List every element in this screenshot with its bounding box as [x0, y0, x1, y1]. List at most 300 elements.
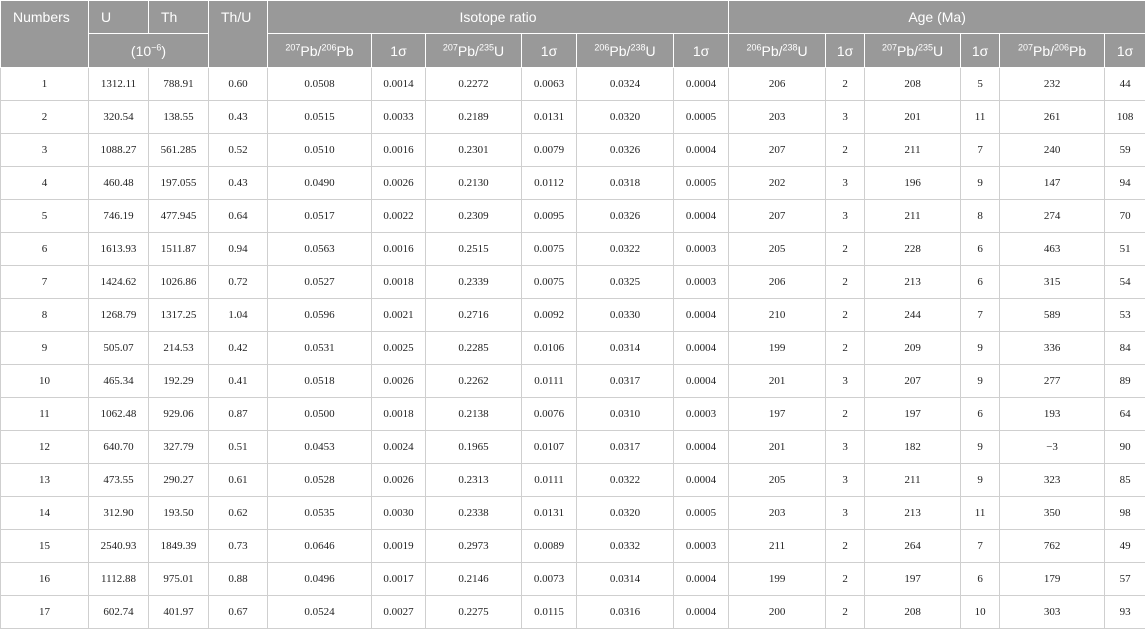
header-numbers: Numbers [1, 1, 89, 68]
table-cell: 192.29 [149, 365, 209, 398]
table-cell: 197.055 [149, 167, 209, 200]
table-cell: 17 [1, 596, 89, 629]
table-cell: 0.2301 [426, 134, 522, 167]
table-cell: 9 [961, 464, 1000, 497]
table-row [1, 530, 1145, 563]
table-cell: 10 [1, 365, 89, 398]
table-cell: 0.0004 [674, 464, 729, 497]
table-cell: 0.0528 [268, 464, 372, 497]
table-cell: 0.0326 [577, 200, 674, 233]
header-sigma: 1σ [372, 34, 426, 68]
table-cell: 54 [1105, 266, 1145, 299]
table-cell: 0.0016 [372, 233, 426, 266]
table-cell: −3 [1000, 431, 1105, 464]
table-cell: 0.52 [209, 134, 268, 167]
table-cell: 0.0024 [372, 431, 426, 464]
table-cell: 0.0027 [372, 596, 426, 629]
table-cell: 6 [961, 398, 1000, 431]
table-cell: 0.60 [209, 68, 268, 101]
table-row [1, 464, 1145, 497]
table-cell: 203 [729, 497, 826, 530]
table-cell: 0.0324 [577, 68, 674, 101]
table-cell: 0.0111 [522, 365, 577, 398]
table-cell: 261 [1000, 101, 1105, 134]
table-cell: 206 [729, 266, 826, 299]
table-cell: 2 [826, 134, 865, 167]
table-cell: 350 [1000, 497, 1105, 530]
table-cell: 201 [729, 365, 826, 398]
table-row [1, 167, 1145, 200]
table-cell: 0.0111 [522, 464, 577, 497]
table-cell: 0.42 [209, 332, 268, 365]
table-cell: 0.0095 [522, 200, 577, 233]
table-cell: 0.0075 [522, 266, 577, 299]
table-cell: 0.0453 [268, 431, 372, 464]
table-cell: 1312.11 [89, 68, 149, 101]
table-cell: 463 [1000, 233, 1105, 266]
table-cell: 0.0115 [522, 596, 577, 629]
table-cell: 0.43 [209, 101, 268, 134]
table-cell: 1112.88 [89, 563, 149, 596]
table-cell: 213 [865, 497, 961, 530]
table-cell: 11 [1, 398, 89, 431]
table-cell: 3 [826, 101, 865, 134]
table-cell: 0.2338 [426, 497, 522, 530]
table-cell: 6 [1, 233, 89, 266]
table-cell: 1.04 [209, 299, 268, 332]
table-cell: 70 [1105, 200, 1145, 233]
table-cell: 0.0515 [268, 101, 372, 134]
table-cell: 7 [1, 266, 89, 299]
table-cell: 0.0033 [372, 101, 426, 134]
header-age: Age (Ma) [729, 1, 1145, 34]
header-sigma: 1σ [522, 34, 577, 68]
table-cell: 200 [729, 596, 826, 629]
table-cell: 0.2272 [426, 68, 522, 101]
table-cell: 0.2138 [426, 398, 522, 431]
table-row [1, 233, 1145, 266]
table-cell: 0.0003 [674, 398, 729, 431]
table-cell: 0.0018 [372, 398, 426, 431]
table-cell: 473.55 [89, 464, 149, 497]
table-cell: 0.0003 [674, 233, 729, 266]
table-cell: 3 [1, 134, 89, 167]
table-cell: 49 [1105, 530, 1145, 563]
table-row [1, 68, 1145, 101]
table-cell: 0.2515 [426, 233, 522, 266]
table-cell: 460.48 [89, 167, 149, 200]
table-cell: 202 [729, 167, 826, 200]
table-cell: 3 [826, 200, 865, 233]
header-ratio-pb207-pb206: $^{207}$Pb/$^{206}$Pb [268, 34, 372, 68]
table-cell: 264 [865, 530, 961, 563]
table-cell: 0.0310 [577, 398, 674, 431]
table-cell: 0.0030 [372, 497, 426, 530]
table-cell: 147 [1000, 167, 1105, 200]
table-cell: 303 [1000, 596, 1105, 629]
table-cell: 0.0330 [577, 299, 674, 332]
table-cell: 1317.25 [149, 299, 209, 332]
table-row [1, 431, 1145, 464]
table-cell: 3 [826, 497, 865, 530]
table-cell: 2 [826, 299, 865, 332]
table-cell: 6 [961, 563, 1000, 596]
header-unit: $(10^{-6})$ [89, 34, 209, 68]
table-cell: 6 [961, 266, 1000, 299]
table-cell: 0.0079 [522, 134, 577, 167]
table-cell: 240 [1000, 134, 1105, 167]
table-cell: 0.62 [209, 497, 268, 530]
table-cell: 0.0524 [268, 596, 372, 629]
table-cell: 589 [1000, 299, 1105, 332]
table-cell: 0.0518 [268, 365, 372, 398]
table-cell: 203 [729, 101, 826, 134]
table-cell: 0.0131 [522, 497, 577, 530]
table-cell: 0.2189 [426, 101, 522, 134]
table-cell: 90 [1105, 431, 1145, 464]
table-cell: 277 [1000, 365, 1105, 398]
table-cell: 0.0014 [372, 68, 426, 101]
table-cell: 0.0004 [674, 134, 729, 167]
table-cell: 0.0063 [522, 68, 577, 101]
table-cell: 1268.79 [89, 299, 149, 332]
header-th-u: Th/U [209, 1, 268, 68]
table-cell: 2 [826, 530, 865, 563]
table-cell: 323 [1000, 464, 1105, 497]
table-cell: 0.0004 [674, 200, 729, 233]
table-cell: 0.0325 [577, 266, 674, 299]
table-cell: 44 [1105, 68, 1145, 101]
header-th: Th [149, 1, 209, 34]
table-cell: 1088.27 [89, 134, 149, 167]
table-cell: 57 [1105, 563, 1145, 596]
table-cell: 0.0004 [674, 299, 729, 332]
table-row [1, 332, 1145, 365]
table-cell: 108 [1105, 101, 1145, 134]
table-cell: 210 [729, 299, 826, 332]
table-cell: 205 [729, 464, 826, 497]
table-cell: 0.0496 [268, 563, 372, 596]
table-cell: 4 [1, 167, 89, 200]
table-cell: 8 [961, 200, 1000, 233]
table-cell: 0.2262 [426, 365, 522, 398]
table-cell: 0.0596 [268, 299, 372, 332]
table-cell: 201 [729, 431, 826, 464]
table-cell: 0.0508 [268, 68, 372, 101]
table-cell: 336 [1000, 332, 1105, 365]
table-cell: 0.0320 [577, 497, 674, 530]
table-cell: 94 [1105, 167, 1145, 200]
table-cell: 2 [826, 266, 865, 299]
table-cell: 14 [1, 497, 89, 530]
table-cell: 9 [1, 332, 89, 365]
table-cell: 9 [961, 431, 1000, 464]
header-ratio-pb207-u235: $^{207}$Pb/$^{235}$U [426, 34, 522, 68]
table-cell: 13 [1, 464, 89, 497]
table-cell: 6 [961, 233, 1000, 266]
table-cell: 0.0107 [522, 431, 577, 464]
table-cell: 1026.86 [149, 266, 209, 299]
table-cell: 0.0314 [577, 332, 674, 365]
table-header [1, 1, 1145, 68]
table-cell: 1613.93 [89, 233, 149, 266]
table-row [1, 299, 1145, 332]
table-cell: 0.2309 [426, 200, 522, 233]
table-cell: 0.0318 [577, 167, 674, 200]
table-cell: 207 [729, 134, 826, 167]
table-cell: 182 [865, 431, 961, 464]
table-cell: 59 [1105, 134, 1145, 167]
table-cell: 201 [865, 101, 961, 134]
table-cell: 0.61 [209, 464, 268, 497]
table-cell: 0.2285 [426, 332, 522, 365]
header-age-pb207-pb206: $^{207}$Pb/$^{206}$Pb [1000, 34, 1105, 68]
table-cell: 12 [1, 431, 89, 464]
table-cell: 401.97 [149, 596, 209, 629]
table-cell: 0.0004 [674, 563, 729, 596]
table-cell: 0.0646 [268, 530, 372, 563]
table-cell: 1424.62 [89, 266, 149, 299]
table-cell: 0.0003 [674, 266, 729, 299]
table-row [1, 365, 1145, 398]
table-cell: 0.0005 [674, 497, 729, 530]
table-cell: 0.0089 [522, 530, 577, 563]
table-cell: 2 [1, 101, 89, 134]
table-cell: 640.70 [89, 431, 149, 464]
table-cell: 327.79 [149, 431, 209, 464]
table-cell: 0.0106 [522, 332, 577, 365]
table-cell: 0.0112 [522, 167, 577, 200]
table-cell: 208 [865, 596, 961, 629]
table-cell: 2540.93 [89, 530, 149, 563]
table-cell: 16 [1, 563, 89, 596]
table-cell: 207 [865, 365, 961, 398]
table-cell: 3 [826, 464, 865, 497]
table-cell: 3 [826, 365, 865, 398]
table-cell: 3 [826, 167, 865, 200]
table-cell: 193.50 [149, 497, 209, 530]
table-cell: 0.0018 [372, 266, 426, 299]
table-body [1, 68, 1145, 629]
table-cell: 0.0021 [372, 299, 426, 332]
table-cell: 0.2716 [426, 299, 522, 332]
header-isotope-ratio: Isotope ratio [268, 1, 729, 34]
table-cell: 0.51 [209, 431, 268, 464]
header-age-pb206-u238: $^{206}$Pb/$^{238}$U [729, 34, 826, 68]
table-cell: 2 [826, 68, 865, 101]
table-cell: 84 [1105, 332, 1145, 365]
table-cell: 0.0527 [268, 266, 372, 299]
table-cell: 0.2130 [426, 167, 522, 200]
table-cell: 0.0092 [522, 299, 577, 332]
table-cell: 0.94 [209, 233, 268, 266]
table-cell: 0.0317 [577, 431, 674, 464]
table-cell: 1849.39 [149, 530, 209, 563]
table-cell: 0.64 [209, 200, 268, 233]
header-sigma: 1σ [961, 34, 1000, 68]
table-cell: 0.0535 [268, 497, 372, 530]
header-sigma: 1σ [826, 34, 865, 68]
table-cell: 0.0022 [372, 200, 426, 233]
table-cell: 0.73 [209, 530, 268, 563]
table-cell: 0.43 [209, 167, 268, 200]
table-cell: 0.0563 [268, 233, 372, 266]
table-cell: 232 [1000, 68, 1105, 101]
table-cell: 7 [961, 530, 1000, 563]
table-cell: 179 [1000, 563, 1105, 596]
table-cell: 0.0517 [268, 200, 372, 233]
table-cell: 196 [865, 167, 961, 200]
table-cell: 85 [1105, 464, 1145, 497]
table-cell: 290.27 [149, 464, 209, 497]
table-cell: 15 [1, 530, 89, 563]
table-cell: 0.2146 [426, 563, 522, 596]
table-cell: 9 [961, 365, 1000, 398]
table-cell: 3 [826, 431, 865, 464]
table-cell: 193 [1000, 398, 1105, 431]
table-cell: 0.0005 [674, 167, 729, 200]
table-cell: 0.88 [209, 563, 268, 596]
table-cell: 5 [1, 200, 89, 233]
table-cell: 0.2339 [426, 266, 522, 299]
table-cell: 312.90 [89, 497, 149, 530]
table-cell: 0.0322 [577, 464, 674, 497]
table-cell: 11 [961, 101, 1000, 134]
table-cell: 0.0016 [372, 134, 426, 167]
table-cell: 211 [865, 464, 961, 497]
table-cell: 746.19 [89, 200, 149, 233]
table-cell: 7 [961, 299, 1000, 332]
header-ratio-pb206-u238: $^{206}$Pb/$^{238}$U [577, 34, 674, 68]
table-row [1, 563, 1145, 596]
table-cell: 0.0316 [577, 596, 674, 629]
table-cell: 0.0131 [522, 101, 577, 134]
table-row [1, 497, 1145, 530]
table-cell: 197 [729, 398, 826, 431]
table-cell: 975.01 [149, 563, 209, 596]
table-cell: 788.91 [149, 68, 209, 101]
table-cell: 0.2973 [426, 530, 522, 563]
table-cell: 7 [961, 134, 1000, 167]
table-cell: 211 [865, 134, 961, 167]
table-cell: 0.0332 [577, 530, 674, 563]
table-cell: 98 [1105, 497, 1145, 530]
table-cell: 505.07 [89, 332, 149, 365]
table-cell: 2 [826, 332, 865, 365]
table-cell: 209 [865, 332, 961, 365]
header-sigma: 1σ [674, 34, 729, 68]
table-cell: 0.1965 [426, 431, 522, 464]
table-cell: 9 [961, 332, 1000, 365]
table-cell: 197 [865, 398, 961, 431]
table-cell: 762 [1000, 530, 1105, 563]
table-cell: 199 [729, 332, 826, 365]
table-cell: 0.0025 [372, 332, 426, 365]
table-row [1, 596, 1145, 629]
table-cell: 0.0500 [268, 398, 372, 431]
table-cell: 2 [826, 233, 865, 266]
header-sigma: 1σ [1105, 34, 1145, 68]
table-cell: 0.0314 [577, 563, 674, 596]
table-cell: 0.0510 [268, 134, 372, 167]
table-cell: 211 [729, 530, 826, 563]
table-cell: 1062.48 [89, 398, 149, 431]
table-cell: 274 [1000, 200, 1105, 233]
table-cell: 0.0490 [268, 167, 372, 200]
table-cell: 2 [826, 596, 865, 629]
table-cell: 93 [1105, 596, 1145, 629]
table-row [1, 200, 1145, 233]
table-cell: 0.0026 [372, 167, 426, 200]
table-cell: 0.0320 [577, 101, 674, 134]
table-cell: 561.285 [149, 134, 209, 167]
table-cell: 1 [1, 68, 89, 101]
table-cell: 2 [826, 563, 865, 596]
table-cell: 2 [826, 398, 865, 431]
table-cell: 0.0075 [522, 233, 577, 266]
table-cell: 0.72 [209, 266, 268, 299]
table-cell: 213 [865, 266, 961, 299]
table-cell: 0.0322 [577, 233, 674, 266]
table-row [1, 398, 1145, 431]
table-cell: 138.55 [149, 101, 209, 134]
table-row [1, 266, 1145, 299]
table-cell: 0.0317 [577, 365, 674, 398]
table-row [1, 134, 1145, 167]
table-cell: 0.87 [209, 398, 268, 431]
table-cell: 0.0003 [674, 530, 729, 563]
table-cell: 206 [729, 68, 826, 101]
table-cell: 11 [961, 497, 1000, 530]
table-cell: 211 [865, 200, 961, 233]
table-cell: 207 [729, 200, 826, 233]
header-u: U [89, 1, 149, 34]
table-cell: 0.0004 [674, 596, 729, 629]
table-cell: 228 [865, 233, 961, 266]
table-cell: 477.945 [149, 200, 209, 233]
table-cell: 0.0073 [522, 563, 577, 596]
table-cell: 0.41 [209, 365, 268, 398]
table-cell: 0.67 [209, 596, 268, 629]
table-cell: 8 [1, 299, 89, 332]
table-cell: 0.0004 [674, 332, 729, 365]
table-cell: 602.74 [89, 596, 149, 629]
table-cell: 0.0004 [674, 431, 729, 464]
table-cell: 214.53 [149, 332, 209, 365]
table-cell: 199 [729, 563, 826, 596]
table-cell: 0.0326 [577, 134, 674, 167]
table-cell: 465.34 [89, 365, 149, 398]
table-cell: 315 [1000, 266, 1105, 299]
table-cell: 0.0004 [674, 365, 729, 398]
table-cell: 197 [865, 563, 961, 596]
table-cell: 0.0005 [674, 101, 729, 134]
table-cell: 10 [961, 596, 1000, 629]
table-cell: 64 [1105, 398, 1145, 431]
table-cell: 53 [1105, 299, 1145, 332]
table-cell: 0.0531 [268, 332, 372, 365]
table-cell: 5 [961, 68, 1000, 101]
table-cell: 51 [1105, 233, 1145, 266]
table-row [1, 101, 1145, 134]
table-cell: 320.54 [89, 101, 149, 134]
table-cell: 0.0004 [674, 68, 729, 101]
table-cell: 0.0019 [372, 530, 426, 563]
table-cell: 0.0017 [372, 563, 426, 596]
table-cell: 208 [865, 68, 961, 101]
header-age-pb207-u235: $^{207}$Pb/$^{235}$U [865, 34, 961, 68]
table-cell: 244 [865, 299, 961, 332]
